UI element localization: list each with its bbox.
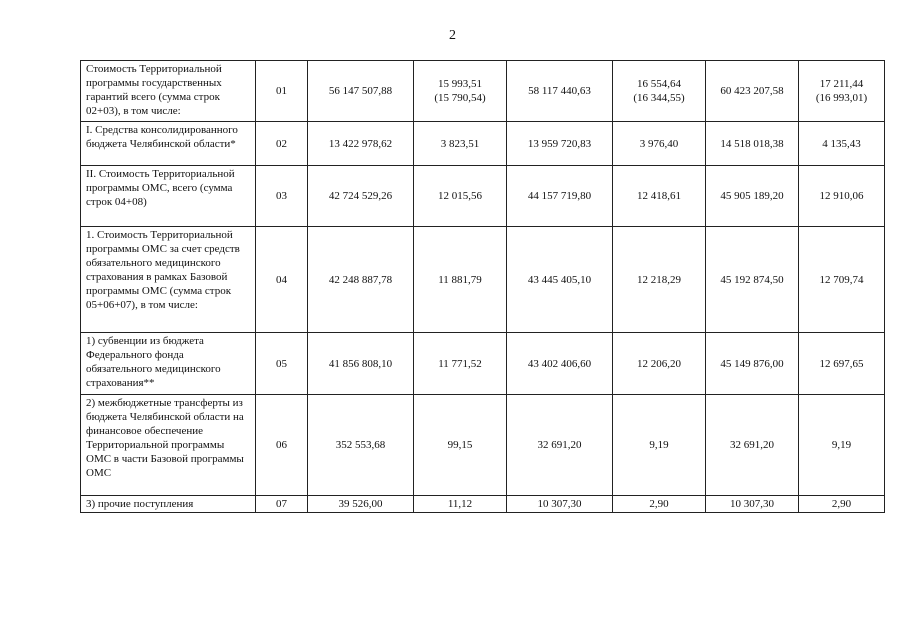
value-cell: 45 149 876,00 xyxy=(706,333,799,395)
page-number: 2 xyxy=(449,28,456,43)
row-code-cell: 02 xyxy=(256,122,308,166)
value-cell: 9,19 xyxy=(613,395,706,496)
value-sub: (15 790,54) xyxy=(434,92,486,104)
row-code-cell: 07 xyxy=(256,496,308,513)
value-cell: 12 709,74 xyxy=(799,227,885,333)
value-cell: 45 192 874,50 xyxy=(706,227,799,333)
row-name-cell: 1) субвенции из бюджета Федерального фонда обязательного медицинского страхования** xyxy=(81,333,256,395)
row-name-cell: Стоимость Территориальной программы государственных гарантий всего (сумма строк 02+03), в том числе: xyxy=(81,61,256,122)
row-code-cell: 01 xyxy=(256,61,308,122)
row-name-cell: 1. Стоимость Территориальной программы ОМС за счет средств обязательного медицинского страхования в рамках Базовой программы ОМС (сумма строк 05+06+07), в том числе: xyxy=(81,227,256,333)
value-cell xyxy=(414,61,507,122)
value-cell: 45 905 189,20 xyxy=(706,166,799,227)
value-cell: 43 445 405,10 xyxy=(507,227,613,333)
value-cell: 3 976,40 xyxy=(613,122,706,166)
table-row xyxy=(81,166,885,227)
value-sub: (16 993,01) xyxy=(815,92,868,104)
value-cell: 32 691,20 xyxy=(706,395,799,496)
value-main: 17 211,44 xyxy=(819,78,864,90)
value-cell: 12 015,56 xyxy=(414,166,507,227)
value-cell: 42 248 887,78 xyxy=(308,227,414,333)
value-cell: 12 697,65 xyxy=(799,333,885,395)
table-row xyxy=(81,122,885,166)
row-code-cell: 05 xyxy=(256,333,308,395)
value-cell: 9,19 xyxy=(799,395,885,496)
value-cell: 13 422 978,62 xyxy=(308,122,414,166)
value-cell xyxy=(799,61,885,122)
value-cell: 12 206,20 xyxy=(613,333,706,395)
value-cell: 41 856 808,10 xyxy=(308,333,414,395)
value-cell: 60 423 207,58 xyxy=(706,61,799,122)
value-cell: 12 418,61 xyxy=(613,166,706,227)
value-sub: (16 344,55) xyxy=(633,92,685,104)
value-main: 15 993,51 xyxy=(438,78,482,90)
value-cell: 42 724 529,26 xyxy=(308,166,414,227)
table-row xyxy=(81,333,885,395)
row-code-cell: 06 xyxy=(256,395,308,496)
value-cell: 352 553,68 xyxy=(308,395,414,496)
row-code-cell: 03 xyxy=(256,166,308,227)
value-cell: 58 117 440,63 xyxy=(507,61,613,122)
value-cell: 10 307,30 xyxy=(706,496,799,513)
financing-table xyxy=(80,60,885,513)
value-cell: 32 691,20 xyxy=(507,395,613,496)
value-cell: 99,15 xyxy=(414,395,507,496)
value-cell: 2,90 xyxy=(613,496,706,513)
table-row xyxy=(81,61,885,122)
value-cell: 11 771,52 xyxy=(414,333,507,395)
value-cell: 39 526,00 xyxy=(308,496,414,513)
value-cell: 4 135,43 xyxy=(799,122,885,166)
value-main: 16 554,64 xyxy=(637,78,681,90)
value-cell: 56 147 507,88 xyxy=(308,61,414,122)
row-name-cell: I. Средства консолидированного бюджета Челябинской области* xyxy=(81,122,256,166)
value-cell: 3 823,51 xyxy=(414,122,507,166)
value-cell: 14 518 018,38 xyxy=(706,122,799,166)
value-cell: 10 307,30 xyxy=(507,496,613,513)
row-name-cell: 2) межбюджетные трансферты из бюджета Челябинской области на финансовое обеспечение Территориальной программы ОМС в части Базовой программы ОМС xyxy=(81,395,256,496)
value-cell: 44 157 719,80 xyxy=(507,166,613,227)
row-name-cell: II. Стоимость Территориальной программы ОМС, всего (сумма строк 04+08) xyxy=(81,166,256,227)
value-cell: 12 910,06 xyxy=(799,166,885,227)
value-cell: 2,90 xyxy=(799,496,885,513)
table-row xyxy=(81,395,885,496)
value-cell: 13 959 720,83 xyxy=(507,122,613,166)
row-name-cell: 3) прочие поступления xyxy=(81,496,256,513)
value-cell: 12 218,29 xyxy=(613,227,706,333)
table-row xyxy=(81,496,885,513)
value-cell: 11,12 xyxy=(414,496,507,513)
value-cell: 11 881,79 xyxy=(414,227,507,333)
row-code-cell: 04 xyxy=(256,227,308,333)
value-cell: 43 402 406,60 xyxy=(507,333,613,395)
value-cell xyxy=(613,61,706,122)
table-row xyxy=(81,227,885,333)
